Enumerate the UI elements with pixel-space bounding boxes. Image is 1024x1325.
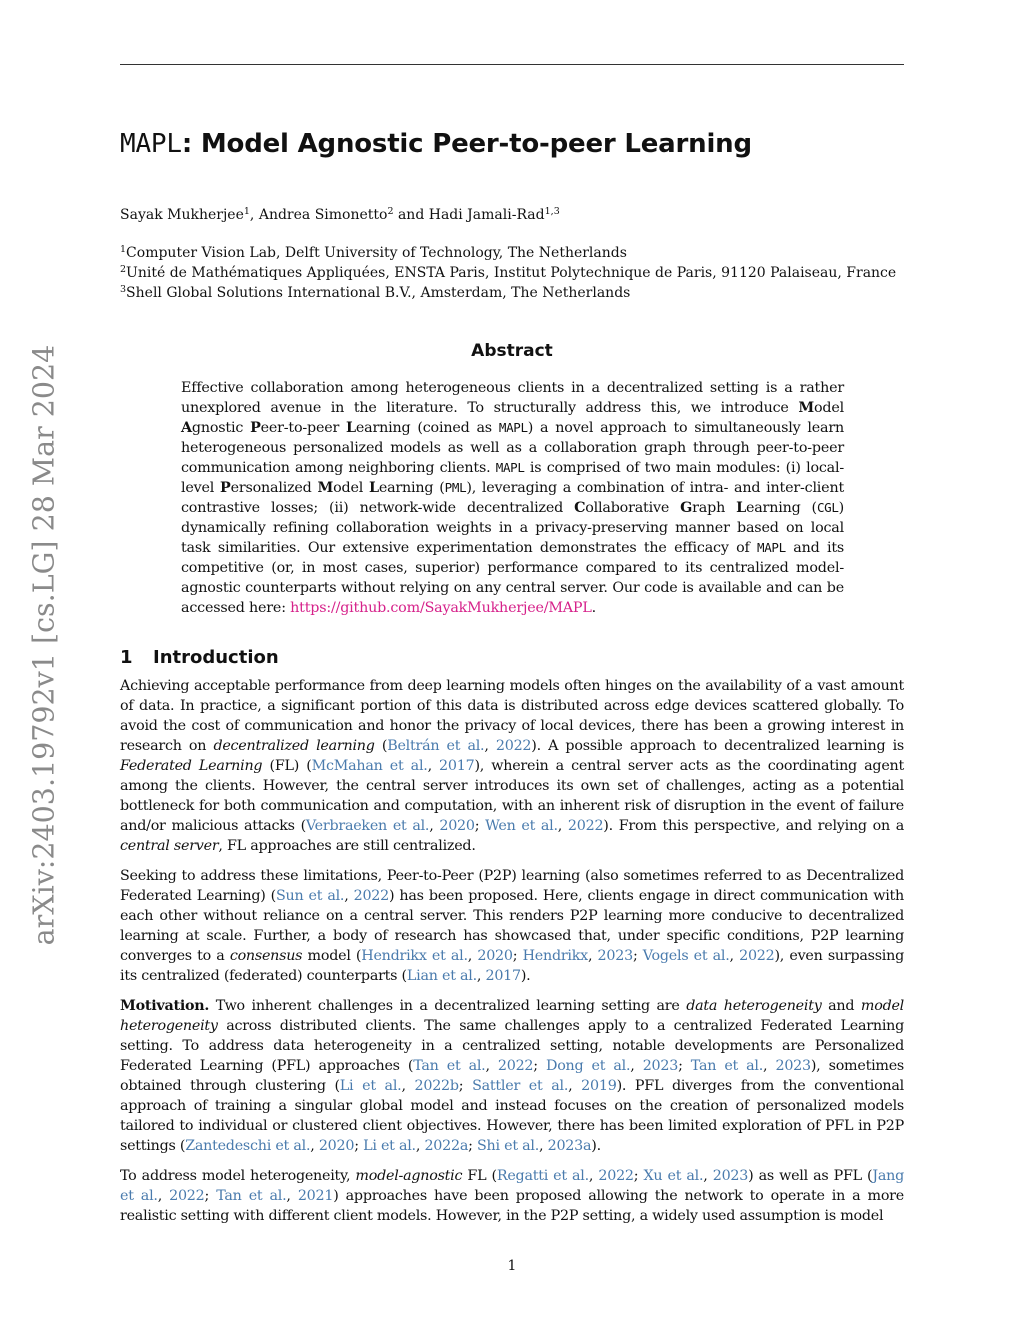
citation-link[interactable]: 2023 <box>642 1058 679 1074</box>
citation-link[interactable]: Sattler et al. <box>472 1078 569 1094</box>
citation-link[interactable]: 2022 <box>495 738 532 754</box>
citation-link[interactable]: Vogels et al. <box>642 948 730 964</box>
arxiv-identifier-stamp: arXiv:2403.19792v1 [cs.LG] 28 Mar 2024 <box>27 344 61 946</box>
citation-link[interactable]: 2022 <box>739 948 775 964</box>
intro-paragraph-2: Seeking to address these limitations, Peer-to-Peer (P2P) learning (also sometimes referred to as Decentralized Federated Learning) (Sun et al., 2022) has been proposed. Here, clients engage in direct communication with each other without reliance on a central server. This renders P2P learning more conducive to decentralized learning at scale. Further, a body of research has showcased that, under specific conditions, P2P learning converges to a consensus model (Hendrikx et al., 2020; Hendrikx, 2023; Vogels et al., 2022), even surpassing its centralized (federated) counterparts (Lian et al., 2017). <box>120 868 904 984</box>
citation-link[interactable]: McMahan et al. <box>311 758 428 774</box>
citation-link[interactable]: 2022b <box>414 1078 459 1094</box>
section-number: 1 <box>120 647 133 668</box>
affiliation-mark: 2 <box>120 264 127 275</box>
author-name: Sayak Mukherjee <box>120 207 244 223</box>
citation-link[interactable]: Dong et al. <box>545 1058 631 1074</box>
citation-link[interactable]: 2023 <box>597 948 633 964</box>
citation-link[interactable]: 2017 <box>439 758 475 774</box>
citation-link[interactable]: Lian et al. <box>406 968 477 984</box>
affiliation-text: Computer Vision Lab, Delft University of Technology, The Netherlands <box>126 245 627 261</box>
citation-link[interactable]: 2020 <box>318 1138 355 1154</box>
author-affiliation-mark: 2 <box>387 206 394 217</box>
title-text: : Model Agnostic Peer-to-peer Learning <box>181 129 752 159</box>
citation-link[interactable]: 2022a <box>424 1138 469 1154</box>
citation-link[interactable]: Jang et al. <box>120 1168 904 1204</box>
citation-link[interactable]: 2020 <box>477 948 513 964</box>
citation-link[interactable]: Regatti et al. <box>496 1168 589 1184</box>
citation-link[interactable]: 2022 <box>353 888 389 904</box>
citation-link[interactable]: Verbraeken et al. <box>305 818 430 834</box>
author-affiliation-mark: 1 <box>243 206 250 217</box>
citation-link[interactable]: Xu et al. <box>643 1168 704 1184</box>
citation-link[interactable]: Li et al. <box>363 1138 416 1154</box>
citation-link[interactable]: 2022 <box>169 1188 205 1204</box>
abstract-text: Effective collaboration among heterogeneous clients in a decentralized setting is a rather unexplored avenue in the literature. To structurally address this, we introduce Model Agnostic Peer-to-peer Learning (coined as MAPL) a novel approach to simultaneously learn heterogeneous personalized models as well as a collaboration graph through peer-to-peer communication among neighboring clients. MAPL is comprised of two main modules: (i) local-level Personalized Model Learning (PML), leveraging a combination of intra- and inter-client contrastive losses; (ii) network-wide decentralized Collaborative Graph Learning (CGL) dynamically refining collaboration weights in a privacy-preserving manner based on local task similarities. Our extensive experimentation demonstrates the efficacy of MAPL and its competitive (or, in most cases, superior) performance compared to its centralized model-agnostic counterparts without relying on any central server. Our code is available and can be accessed here: https://github.com/SayakMukherjee/MAPL. <box>181 380 845 616</box>
affiliation-text: Shell Global Solutions International B.V., Amsterdam, The Netherlands <box>126 285 631 301</box>
top-rule <box>120 64 904 65</box>
affiliation <box>120 285 630 301</box>
intro-paragraph-4: To address model heterogeneity, model-agnostic FL (Regatti et al., 2022; Xu et al., 2023) as well as PFL (Jang et al., 2022; Tan et al., 2021) approaches have been proposed allowing the network to operate in a more realistic setting with different client models. However, in the P2P setting, a widely used assumption is model <box>120 1168 904 1224</box>
citation-link[interactable]: Sun et al. <box>275 888 345 904</box>
section-heading <box>120 647 279 668</box>
author-name: Andrea Simonetto <box>258 207 388 223</box>
citation-link[interactable]: Hendrikx <box>522 948 588 964</box>
intro-paragraph-3: Motivation. Two inherent challenges in a decentralized learning setting are data heterogeneity and model heterogeneity across distributed clients. The same challenges apply to a centralized Federated Learning setting. To address data heterogeneity in a centralized setting, notable developments are Personalized Federated Learning (PFL) approaches (Tan et al., 2022; Dong et al., 2023; Tan et al., 2023), sometimes obtained through clustering (Li et al., 2022b; Sattler et al., 2019). PFL diverges from the conventional approach of training a singular global model and instead focuses on the creation of personalized models tailored to individual or clustered client objectives. However, there has been limited exploration of PFL in P2P settings (Zantedeschi et al., 2020; Li et al., 2022a; Shi et al., 2023a). <box>120 998 905 1154</box>
author-list: Sayak Mukherjee$^1$, Andrea Simonetto$^2$ and Hadi Jamali-Rad$^{1,3}$ <box>120 206 560 223</box>
citation-link[interactable]: Wen et al. <box>485 818 558 834</box>
affiliation <box>120 245 627 261</box>
citation-link[interactable]: 2021 <box>297 1188 334 1204</box>
affiliation-mark: 1 <box>120 244 127 255</box>
code-repository-link[interactable]: https://github.com/SayakMukherjee/MAPL <box>290 600 592 616</box>
citation-link[interactable]: 2023a <box>547 1138 592 1154</box>
citation-link[interactable]: 2019 <box>581 1078 617 1094</box>
citation-link[interactable]: Shi et al. <box>477 1138 540 1154</box>
paper-title <box>120 129 752 159</box>
citation-link[interactable]: Hendrikx et al. <box>361 948 468 964</box>
citation-link[interactable]: 2022 <box>598 1168 634 1184</box>
intro-paragraph-1: Achieving acceptable performance from deep learning models often hinges on the availability of a vast amount of data. In practice, a significant portion of this data is distributed across edge devices scattered globally. To avoid the cost of communication and honor the privacy of local devices, there has been a growing interest in research on decentralized learning (Beltrán et al., 2022). A possible approach to decentralized learning is Federated Learning (FL) (McMahan et al., 2017), wherein a central server acts as the coordinating agent among the clients. However, the central server introduces its own set of challenges, acting as a potential bottleneck for both communication and computation, with an inherent risk of disruption in the event of failure and/or malicious attacks (Verbraeken et al., 2020; Wen et al., 2022). From this perspective, and relying on a central server, FL approaches are still centralized. <box>120 678 905 854</box>
affiliation-text: Unité de Mathématiques Appliquées, ENSTA Paris, Institut Polytechnique de Paris, 91120 Palaiseau, France <box>126 265 897 281</box>
abstract-heading: Abstract <box>471 341 553 361</box>
author-name: Hadi Jamali-Rad <box>428 207 545 223</box>
citation-link[interactable]: Tan et al. <box>690 1058 764 1074</box>
citation-link[interactable]: 2022 <box>567 818 604 834</box>
citation-link[interactable]: 2022 <box>497 1058 534 1074</box>
affiliation <box>120 265 896 281</box>
citation-link[interactable]: Zantedeschi et al. <box>185 1138 311 1154</box>
citation-link[interactable]: Tan et al. <box>216 1188 287 1204</box>
citation-link[interactable]: 2023 <box>712 1168 749 1184</box>
citation-link[interactable]: 2020 <box>439 818 475 834</box>
title-code: MAPL <box>120 129 182 159</box>
citation-link[interactable]: Tan et al. <box>413 1058 486 1074</box>
affiliation-mark: 3 <box>120 284 127 295</box>
section-title: Introduction <box>153 647 279 668</box>
citation-link[interactable]: Li et al. <box>339 1078 402 1094</box>
author-affiliation-mark: 1,3 <box>544 206 560 217</box>
citation-link[interactable]: 2017 <box>485 968 521 984</box>
citation-link[interactable]: Beltrán et al. <box>387 738 485 754</box>
citation-link[interactable]: 2023 <box>775 1058 811 1074</box>
page-number: 1 <box>507 1258 517 1274</box>
